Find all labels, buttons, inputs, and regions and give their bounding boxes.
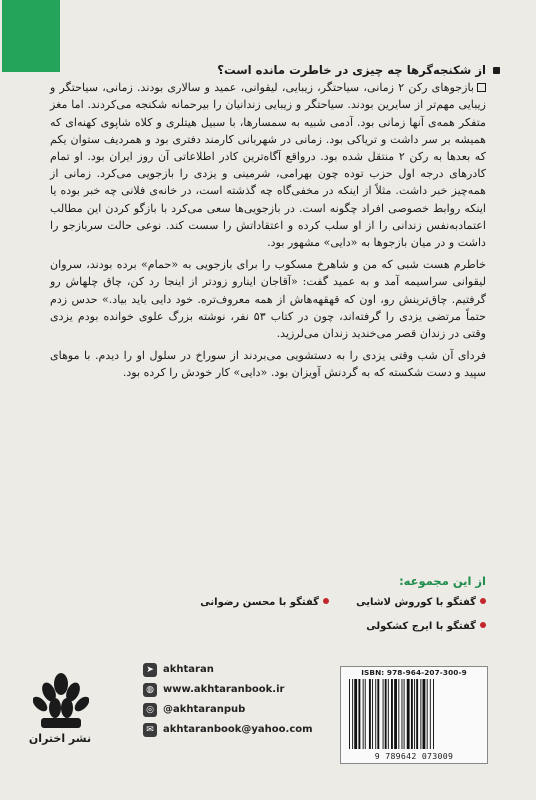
isbn-label: ISBN: 978-964-207-300-9 [361, 668, 467, 677]
telegram-icon: ➤ [143, 663, 157, 677]
series-item: گفتگو با کوروش لاشایی [356, 597, 486, 608]
paragraph-1: بازجوهای رکن ۲ زمانی، سیاحتگر، زیبایی، لیقوانی، عمید و سالاری بودند. زمانی، سیاحتگر و زیبایی مهم‌تر از سایرین بودند. سیاحتگر و زیبایی زندانیان را بیرحمانه شکنجه می‌کردند. اما مغز متفکر همه‌ی آنها زمانی بود. آدمی شبیه به سمسارها، با سبیل هیتلری و کلاه شاپوی کهنه‌ای که همیشه بر سر داشت و تریاکی بود. زمانی در شهربانی کارمند دفتری بود و همردیف ستوان یکم که بعدها به رکن ۲ منتقل شده بود. درواقع آگاه‌ترین کادر اطلاعاتی آن روز ایران بود. او تمام کادرهای درجه اول حزب توده چون بهرامی، شرمینی و یزدی را بازجویی می‌کرد. زمانی از همه‌چیز خبر داشت. مثلاً از اینکه در مخفی‌گاه چه گذشته است، در خانه‌ی فلانی چه خبر بوده یا اینکه روابط خصوصی افراد چگونه است. در بازجویی‌ها سعی می‌کرد با بازگو کردن این مطالب اعتمادبه‌نفس زندانی را از او سلب کرده و اعتقاداتش را سست کند. نوعی حالت سربازجو را داشت و در میان بازجوها به «دایی» مشهور بود. [50, 81, 486, 250]
red-dot-icon [323, 598, 329, 604]
red-dot-icon [480, 622, 486, 628]
contact-list [139, 662, 319, 742]
paragraph-2: خاطرم هست شبی که من و شاهرخ مسکوب را برای بازجویی به «حمام» برده بودند، سروان لیقوانی سراسیمه آمد و به عمید گفت: «آقاجان اینارو زودتر از اینجا رد کن، چاق چلهاش رو گرفتیم. چاق‌ترینش رو، اون که قهقهه‌هاش از همه معروف‌تره. خود دایی باید بیاد.» حدس زدم حتماً مرتضی یزدی را گرفته‌اند، چون در کتاب ۵۳ نفر، نوشته بزرگ علوی خوانده بودم یزدی وقتی در زندان قصر می‌خندید زندان می‌لرزید. [50, 258, 486, 341]
series-item: گفتگو با ایرج کشکولی [366, 621, 486, 632]
question-heading: از شکنجه‌گرها چه چیزی در خاطرت مانده است؟ [50, 62, 486, 79]
series-title: از این مجموعه: [399, 574, 486, 588]
paragraph-3: فردای آن شب وقتی یزدی را به دستشویی می‌بردند از سوراخ در سلول او را دیدم. با موهای سپید و دست شکسته که به گردنش آویزان بود. «دایی» کار خودش را کرده بود. [50, 349, 486, 380]
globe-icon: ◍ [143, 683, 157, 697]
instagram-icon: ◎ [143, 703, 157, 717]
envelope-icon: ✉ [143, 723, 157, 737]
isbn-barcode [340, 666, 488, 764]
back-cover-text [50, 62, 486, 382]
bullet-square-icon [493, 67, 500, 74]
contact-email[interactable]: ✉ akhtaranbook@yahoo.com [139, 722, 319, 742]
isbn-number: 9 789642 073009 [374, 751, 454, 761]
contact-telegram[interactable]: ➤ akhtaran [139, 662, 319, 682]
red-dot-icon [480, 598, 486, 604]
barcode-bars [347, 679, 481, 749]
contact-website[interactable]: ◍ www.akhtaranbook.ir [139, 682, 319, 702]
series-item: گفتگو با محسن رضوانی [200, 597, 329, 608]
contact-instagram[interactable]: ◎ @akhtaranpub [139, 702, 319, 722]
publisher-name: نشر اختران [28, 732, 92, 745]
publisher-logo [33, 672, 89, 732]
open-square-icon [477, 83, 486, 92]
